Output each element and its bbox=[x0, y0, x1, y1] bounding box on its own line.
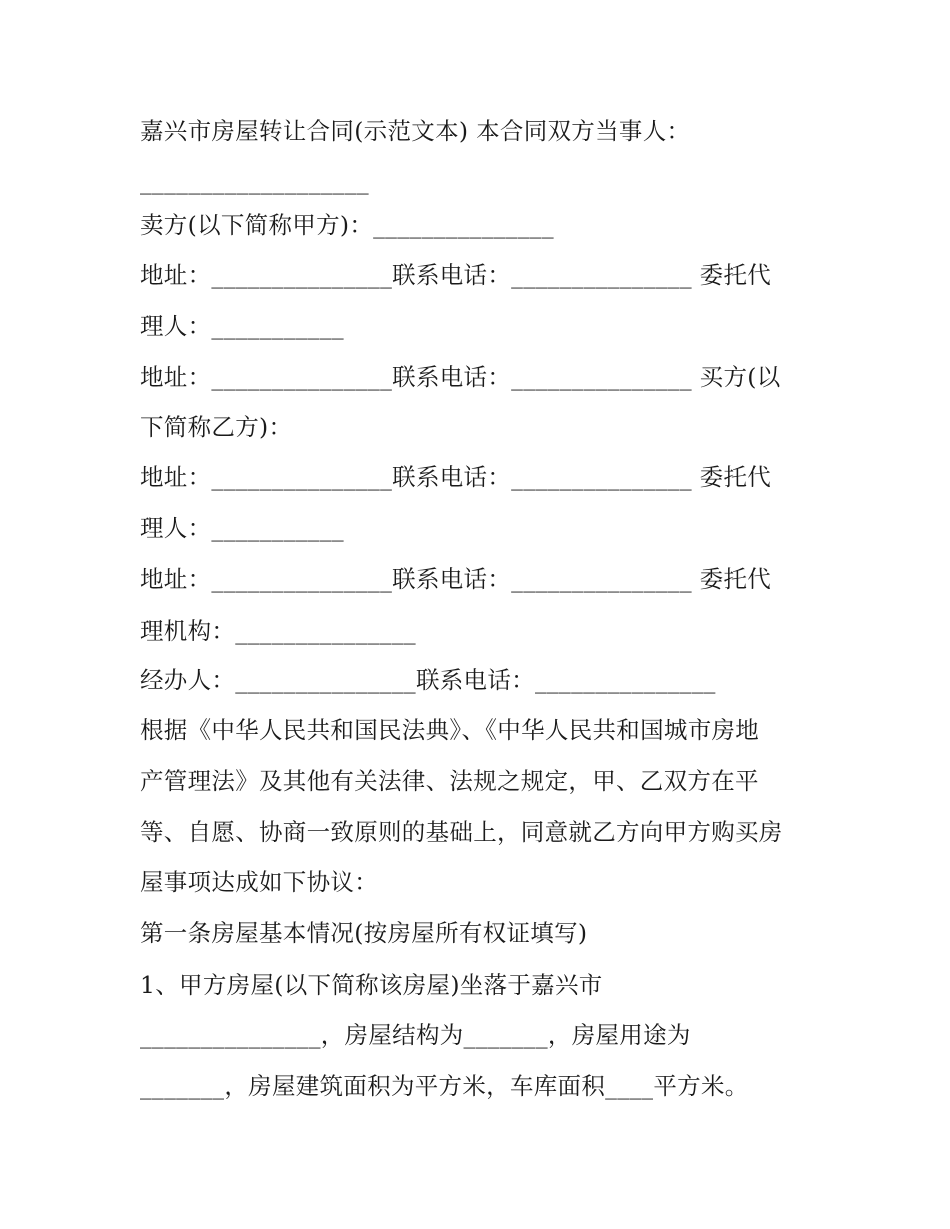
seller-agent-line: 理人：___________ bbox=[140, 312, 344, 340]
body-paragraph-line: 根据《中华人民共和国民法典》、《中华人民共和国城市房地 bbox=[140, 716, 760, 744]
buyer-agent-line: 理人：___________ bbox=[140, 514, 344, 542]
clause-line: _______，房屋建筑面积为平方米，车库面积____平方米。 bbox=[140, 1072, 749, 1100]
buyer-agent-address-line: 地址：_______________联系电话：_______________ 委托代 bbox=[140, 565, 772, 593]
agency-line: 理机构：_______________ bbox=[140, 617, 416, 645]
party-blank-line: ___________________ bbox=[140, 167, 369, 195]
seller-address-line: 地址：_______________联系电话：_______________ 委托代 bbox=[140, 261, 772, 289]
clause-line: 1、甲方房屋(以下简称该房屋)坐落于嘉兴市 bbox=[140, 971, 603, 999]
seller-line: 卖方(以下简称甲方)：_______________ bbox=[140, 211, 554, 239]
body-paragraph-line: 产管理法》及其他有关法律、法规之规定，甲、乙双方在平 bbox=[140, 767, 759, 795]
seller-agent-address-line: 地址：_______________联系电话：_______________ 买方(以 bbox=[140, 363, 781, 391]
contract-title-line: 嘉兴市房屋转让合同(示范文本) 本合同双方当事人： bbox=[140, 117, 691, 145]
article-one-heading: 第一条房屋基本情况(按房屋所有权证填写) bbox=[140, 919, 588, 947]
body-paragraph-line: 等、自愿、协商一致原则的基础上，同意就乙方向甲方购买房 bbox=[140, 818, 783, 846]
buyer-line: 下简称乙方)： bbox=[140, 413, 293, 441]
handler-line: 经办人：_______________联系电话：_______________ bbox=[140, 666, 716, 694]
buyer-address-line: 地址：_______________联系电话：_______________ 委托代 bbox=[140, 463, 772, 491]
clause-line: _______________，房屋结构为_______，房屋用途为 bbox=[140, 1021, 691, 1049]
body-paragraph-line: 屋事项达成如下协议： bbox=[140, 868, 378, 896]
